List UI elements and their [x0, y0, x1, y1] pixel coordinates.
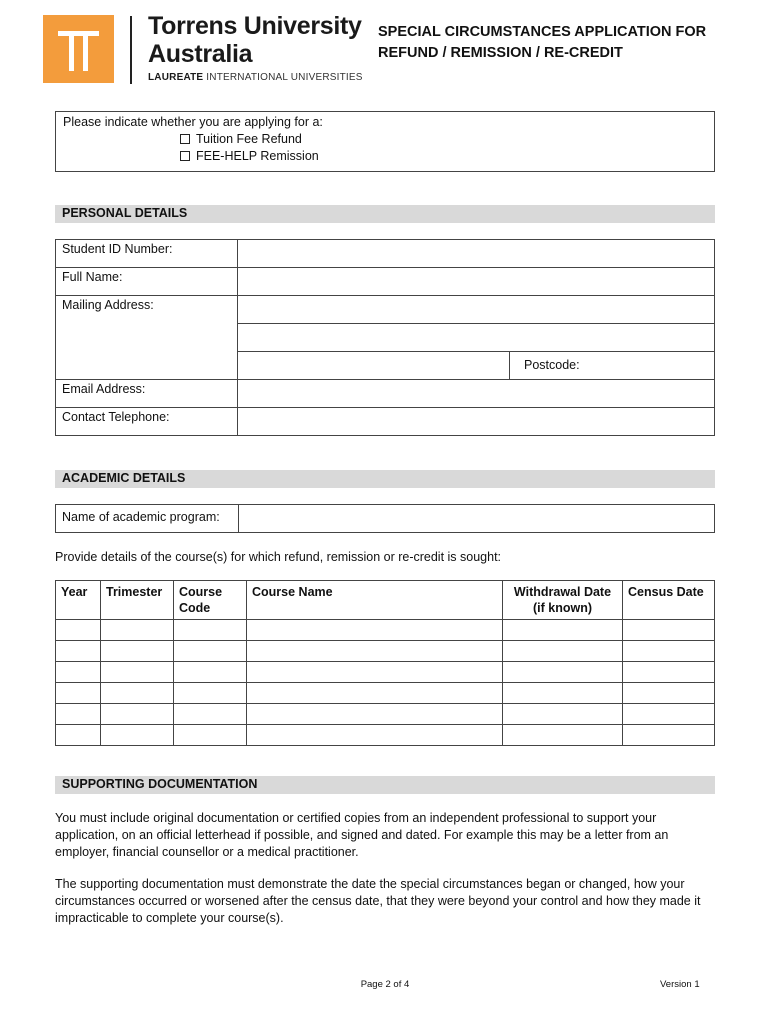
university-name-line1: Torrens University	[148, 12, 362, 40]
mailing-address-line3-field[interactable]	[238, 352, 510, 380]
checkbox-fee-help-remission[interactable]	[180, 151, 190, 161]
university-name-line2: Australia	[148, 40, 253, 68]
cell[interactable]	[56, 704, 101, 725]
cell[interactable]	[247, 662, 503, 683]
version-label: Version 1	[660, 979, 700, 990]
cell[interactable]	[247, 704, 503, 725]
col-trimester: Trimester	[101, 581, 174, 620]
col-withdrawal-date	[503, 581, 623, 620]
checkbox-tuition-fee-refund[interactable]	[180, 134, 190, 144]
network-tagline-bold: LAUREATE	[148, 72, 204, 83]
section-title: PERSONAL DETAILS	[62, 206, 188, 220]
cell[interactable]	[101, 641, 174, 662]
col-course-code-line1: Course	[179, 585, 223, 599]
logo-mark-right	[83, 31, 88, 71]
col-withdrawal-line1: Withdrawal Date	[513, 585, 612, 599]
cell[interactable]	[503, 641, 623, 662]
university-name	[148, 12, 363, 68]
student-id-field[interactable]	[238, 240, 715, 268]
option-label: Tuition Fee Refund	[196, 132, 302, 146]
courses-instruction: Provide details of the course(s) for which refund, remission or re-credit is sought:	[55, 550, 502, 564]
cell[interactable]	[174, 620, 247, 641]
cell[interactable]	[503, 704, 623, 725]
page-number: Page 2 of 4	[360, 979, 410, 990]
logo-mark-left	[69, 31, 74, 71]
table-row[interactable]	[56, 662, 715, 683]
application-type-box	[55, 111, 715, 172]
cell[interactable]	[56, 683, 101, 704]
table-row[interactable]	[56, 683, 715, 704]
col-withdrawal-line2: (if known)	[532, 601, 592, 615]
program-label: Name of academic program:	[56, 505, 239, 533]
cell[interactable]	[174, 662, 247, 683]
cell[interactable]	[174, 704, 247, 725]
option-label: FEE-HELP Remission	[196, 149, 319, 163]
section-title: SUPPORTING DOCUMENTATION	[62, 777, 258, 791]
cell[interactable]	[101, 662, 174, 683]
col-year: Year	[56, 581, 101, 620]
cell[interactable]	[503, 725, 623, 746]
student-id-label: Student ID Number:	[56, 240, 238, 268]
cell[interactable]	[174, 683, 247, 704]
table-row[interactable]	[56, 620, 715, 641]
cell[interactable]	[56, 725, 101, 746]
cell[interactable]	[247, 725, 503, 746]
cell[interactable]	[503, 683, 623, 704]
postcode-field[interactable]	[510, 352, 715, 380]
network-tagline-rest: INTERNATIONAL UNIVERSITIES	[203, 72, 363, 83]
email-field[interactable]	[238, 380, 715, 408]
network-tagline	[148, 72, 363, 83]
section-header-personal	[55, 205, 715, 223]
full-name-label: Full Name:	[56, 268, 238, 296]
col-course-code-line2: Code	[179, 601, 211, 615]
col-course-code	[174, 581, 247, 620]
cell[interactable]	[623, 641, 715, 662]
cell[interactable]	[174, 725, 247, 746]
table-row[interactable]	[56, 641, 715, 662]
form-title-line1: SPECIAL CIRCUMSTANCES APPLICATION FOR	[378, 24, 707, 40]
cell[interactable]	[247, 683, 503, 704]
cell[interactable]	[56, 620, 101, 641]
cell[interactable]	[247, 641, 503, 662]
mailing-address-label: Mailing Address:	[56, 296, 238, 380]
courses-header-row	[56, 581, 715, 620]
cell[interactable]	[623, 683, 715, 704]
academic-program-table	[55, 504, 715, 533]
table-row[interactable]	[56, 704, 715, 725]
full-name-field[interactable]	[238, 268, 715, 296]
courses-table	[55, 580, 715, 746]
col-census-date: Census Date	[623, 581, 715, 620]
mailing-address-line2-field[interactable]	[238, 324, 715, 352]
personal-details-table	[55, 239, 715, 436]
phone-label: Contact Telephone:	[56, 408, 238, 436]
option-tuition-fee-refund[interactable]	[180, 132, 302, 146]
cell[interactable]	[623, 662, 715, 683]
section-header-academic	[55, 470, 715, 488]
university-logo	[43, 15, 114, 83]
cell[interactable]	[623, 725, 715, 746]
col-course-name: Course Name	[247, 581, 503, 620]
cell[interactable]	[174, 641, 247, 662]
cell[interactable]	[101, 620, 174, 641]
table-row[interactable]	[56, 725, 715, 746]
cell[interactable]	[101, 704, 174, 725]
cell[interactable]	[503, 662, 623, 683]
form-title	[378, 22, 728, 64]
application-type-question: Please indicate whether you are applying for a:	[63, 115, 323, 129]
logo-divider	[130, 16, 132, 84]
supporting-paragraph-1: You must include original documentation or certified copies from an independent professional to support your application, on an official letterhead if possible, and signed and dated. For example this may be a letter from an employer, financial counsellor or a medical practitioner.	[55, 811, 669, 859]
cell[interactable]	[56, 662, 101, 683]
cell[interactable]	[56, 641, 101, 662]
section-title: ACADEMIC DETAILS	[62, 471, 186, 485]
supporting-paragraph-2: The supporting documentation must demonstrate the date the special circumstances began or changed, how your circumstances occurred or worsened after the census date, that they were beyond your control and how they made it impracticable to complete your course(s).	[55, 877, 701, 925]
cell[interactable]	[247, 620, 503, 641]
cell[interactable]	[623, 704, 715, 725]
program-field[interactable]	[239, 505, 715, 533]
postcode-label: Postcode:	[524, 358, 580, 372]
option-fee-help-remission[interactable]	[180, 149, 319, 163]
cell[interactable]	[623, 620, 715, 641]
cell[interactable]	[101, 725, 174, 746]
email-label: Email Address:	[56, 380, 238, 408]
mailing-address-line1-field[interactable]	[238, 296, 715, 324]
cell[interactable]	[503, 620, 623, 641]
cell[interactable]	[101, 683, 174, 704]
form-title-line2: REFUND / REMISSION / RE-CREDIT	[378, 45, 623, 61]
logo-mark-top	[58, 31, 99, 36]
section-header-supporting	[55, 776, 715, 794]
phone-field[interactable]	[238, 408, 715, 436]
